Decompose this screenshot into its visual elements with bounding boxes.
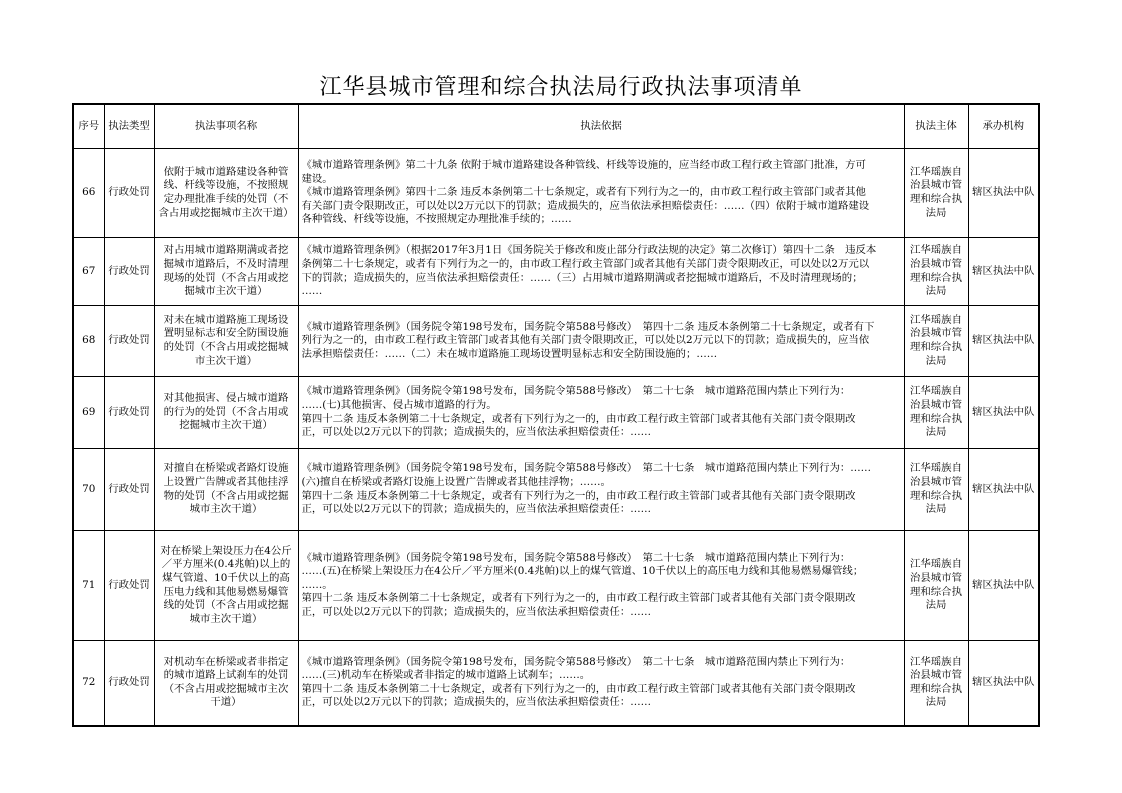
enforcement-type: 行政处罚	[104, 238, 154, 306]
basis-line: ……。	[301, 578, 333, 591]
header-basis: 执法依据	[298, 104, 904, 149]
basis-line: 正，可以处以2万元以下的罚款；造成损失的，应当依法承担赔偿责任：……	[301, 503, 651, 516]
legal-basis	[298, 238, 904, 306]
basis-line: 建设。	[301, 172, 333, 185]
page-title: 江华县城市管理和综合执法局行政执法事项清单	[319, 75, 803, 100]
basis-line: 《城市道路管理条例》（国务院令第198号发布，国务院令第588号修改） 第二十七条 城市道路范围内禁止下列行为：	[301, 385, 851, 398]
basis-line: 法承担赔偿责任：……（二）未在城市道路施工现场设置明显标志和安全防围设施的；……	[301, 347, 718, 360]
row-number: 71	[73, 531, 104, 641]
table-row	[73, 641, 1039, 726]
table-row	[73, 449, 1039, 531]
basis-line: 正，可以处以2万元以下的罚款；造成损失的，应当依法承担赔偿责任：……	[301, 696, 651, 709]
handling-unit: 辖区执法中队	[968, 306, 1039, 377]
basis-line: 《城市道路管理条例》（国务院令第198号发布，国务院令第588号修改） 第四十二条 违反本条例第二十七条规定，或者有下	[301, 320, 875, 333]
enforcement-subject: 江华瑶族自治县城市管理和综合执法局	[904, 531, 968, 641]
row-number: 66	[73, 149, 104, 238]
enforcement-subject: 江华瑶族自治县城市管理和综合执法局	[904, 449, 968, 531]
table-row	[73, 377, 1039, 449]
enforcement-subject: 江华瑶族自治县城市管理和综合执法局	[904, 377, 968, 449]
basis-line: 《城市道路管理条例》（国务院令第198号发布，国务院令第588号修改） 第二十七条 城市道路范围内禁止下列行为：	[301, 655, 851, 668]
row-number: 68	[73, 306, 104, 377]
basis-line: 列行为之一的，由市政工程行政主管部门或者其他有关部门责令限期改正，可以处以2万元以下的罚款；造成损失的，应当依	[301, 334, 870, 347]
basis-line: 《城市道路管理条例》（国务院令第198号发布，国务院令第588号修改） 第二十七条 城市道路范围内禁止下列行为：	[301, 551, 851, 564]
enforcement-subject: 江华瑶族自治县城市管理和综合执法局	[904, 306, 968, 377]
item-name: 对机动车在桥梁或者非指定的城市道路上试刹车的处罚（不含占用或挖掘城市主次干道）	[154, 641, 298, 726]
handling-unit: 辖区执法中队	[968, 531, 1039, 641]
enforcement-type: 行政处罚	[104, 377, 154, 449]
enforcement-type: 行政处罚	[104, 449, 154, 531]
enforcement-type: 行政处罚	[104, 641, 154, 726]
legal-basis	[298, 449, 904, 531]
handling-unit: 辖区执法中队	[968, 377, 1039, 449]
enforcement-type: 行政处罚	[104, 306, 154, 377]
row-number: 69	[73, 377, 104, 449]
header-item-name: 执法事项名称	[154, 104, 298, 149]
basis-line: (六)擅自在桥梁或者路灯设施上设置广告牌或者其他挂浮物；……。	[301, 475, 611, 488]
table-row	[73, 531, 1039, 641]
handling-unit: 辖区执法中队	[968, 449, 1039, 531]
table-row	[73, 238, 1039, 306]
basis-line: 下的罚款；造成损失的，应当依法承担赔偿责任：……（三）占用城市道路期满或者挖掘城市道路后，不及时清理现场的；	[301, 271, 863, 284]
basis-line: 正，可以处以2万元以下的罚款；造成损失的，应当依法承担赔偿责任：……	[301, 426, 651, 439]
row-number: 67	[73, 238, 104, 306]
basis-line: ……(七)其他损害、侵占城市道路的行为。	[301, 398, 497, 411]
header-subject: 执法主体	[904, 104, 968, 149]
enforcement-subject: 江华瑶族自治县城市管理和综合执法局	[904, 238, 968, 306]
enforcement-type: 行政处罚	[104, 149, 154, 238]
header-type: 执法类型	[104, 104, 154, 149]
item-name: 对占用城市道路期满或者挖掘城市道路后，不及时清理现场的处罚（不含占用或挖掘城市主次干道）	[154, 238, 298, 306]
basis-line: 《城市道路管理条例》第四十二条 违反本条例第二十七条规定，或者有下列行为之一的，由市政工程行政主管部门或者其他	[301, 186, 866, 199]
handling-unit: 辖区执法中队	[968, 641, 1039, 726]
item-name: 对未在城市道路施工现场设置明显标志和安全防围设施的处罚（不含占用或挖掘城市主次干道）	[154, 306, 298, 377]
enforcement-items-table	[72, 103, 1040, 727]
basis-line: 《城市道路管理条例》第二十九条 依附于城市道路建设各种管线、杆线等设施的，应当经市政工程行政主管部门批准，方可	[301, 159, 866, 172]
basis-line: ……(五)在桥梁上架设压力在4公斤／平方厘米(0.4兆帕)以上的煤气管道、10千伏以上的高压电力线和其他易燃易爆管线；	[301, 565, 864, 578]
legal-basis	[298, 377, 904, 449]
legal-basis	[298, 306, 904, 377]
legal-basis	[298, 531, 904, 641]
enforcement-type: 行政处罚	[104, 531, 154, 641]
table-row	[73, 306, 1039, 377]
basis-line: 《城市道路管理条例》（国务院令第198号发布，国务院令第588号修改） 第二十七条 城市道路范围内禁止下列行为：……	[301, 462, 872, 475]
basis-line: 各种管线、杆线等设施，不按照规定办理批准手续的；……	[301, 213, 572, 226]
basis-line: 第四十二条 违反本条例第二十七条规定，或者有下列行为之一的，由市政工程行政主管部门或者其他有关部门责令限期改	[301, 412, 856, 425]
item-name: 对在桥梁上架设压力在4公斤／平方厘米(0.4兆帕)以上的煤气管道、10千伏以上的高压电力线和其他易燃易爆管线的处罚（不含占用或挖掘城市主次干道）	[154, 531, 298, 641]
table-row	[73, 149, 1039, 238]
table-header-row	[73, 104, 1039, 149]
header-unit: 承办机构	[968, 104, 1039, 149]
item-name: 依附于城市道路建设各种管线、杆线等设施，不按照规定办理批准手续的处罚（不含占用或挖掘城市主次干道）	[154, 149, 298, 238]
enforcement-subject: 江华瑶族自治县城市管理和综合执法局	[904, 149, 968, 238]
handling-unit: 辖区执法中队	[968, 149, 1039, 238]
enforcement-subject: 江华瑶族自治县城市管理和综合执法局	[904, 641, 968, 726]
basis-line: 《城市道路管理条例》（根据2017年3月1日《国务院关于修改和废止部分行政法规的决定》第二次修订）第四十二条 违反本	[301, 244, 877, 257]
basis-line: ……(三)机动车在桥梁或者非指定的城市道路上试刹车；……。	[301, 669, 591, 682]
row-number: 70	[73, 449, 104, 531]
basis-line: 第四十二条 违反本条例第二十七条规定，或者有下列行为之一的，由市政工程行政主管部门或者其他有关部门责令限期改	[301, 682, 856, 695]
basis-line: 正，可以处以2万元以下的罚款；造成损失的，应当依法承担赔偿责任：……	[301, 605, 651, 618]
basis-line: 第四十二条 违反本条例第二十七条规定，或者有下列行为之一的，由市政工程行政主管部门或者其他有关部门责令限期改	[301, 592, 856, 605]
row-number: 72	[73, 641, 104, 726]
basis-line: 第四十二条 违反本条例第二十七条规定，或者有下列行为之一的，由市政工程行政主管部门或者其他有关部门责令限期改	[301, 489, 856, 502]
legal-basis	[298, 641, 904, 726]
basis-line: 条例第二十七条规定，或者有下列行为之一的，由市政工程行政主管部门或者其他有关部门责令限期改正，可以处以2万元以	[301, 257, 870, 270]
basis-line: ……	[301, 285, 323, 298]
item-name: 对其他损害、侵占城市道路的行为的处罚（不含占用或挖掘城市主次干道）	[154, 377, 298, 449]
header-no: 序号	[73, 104, 104, 149]
item-name: 对擅自在桥梁或者路灯设施上设置广告牌或者其他挂浮物的处罚（不含占用或挖掘城市主次干道）	[154, 449, 298, 531]
handling-unit: 辖区执法中队	[968, 238, 1039, 306]
basis-line: 有关部门责令限期改正，可以处以2万元以下的罚款；造成损失的，应当依法承担赔偿责任：……（四）依附于城市道路建设	[301, 199, 870, 212]
legal-basis	[298, 149, 904, 238]
